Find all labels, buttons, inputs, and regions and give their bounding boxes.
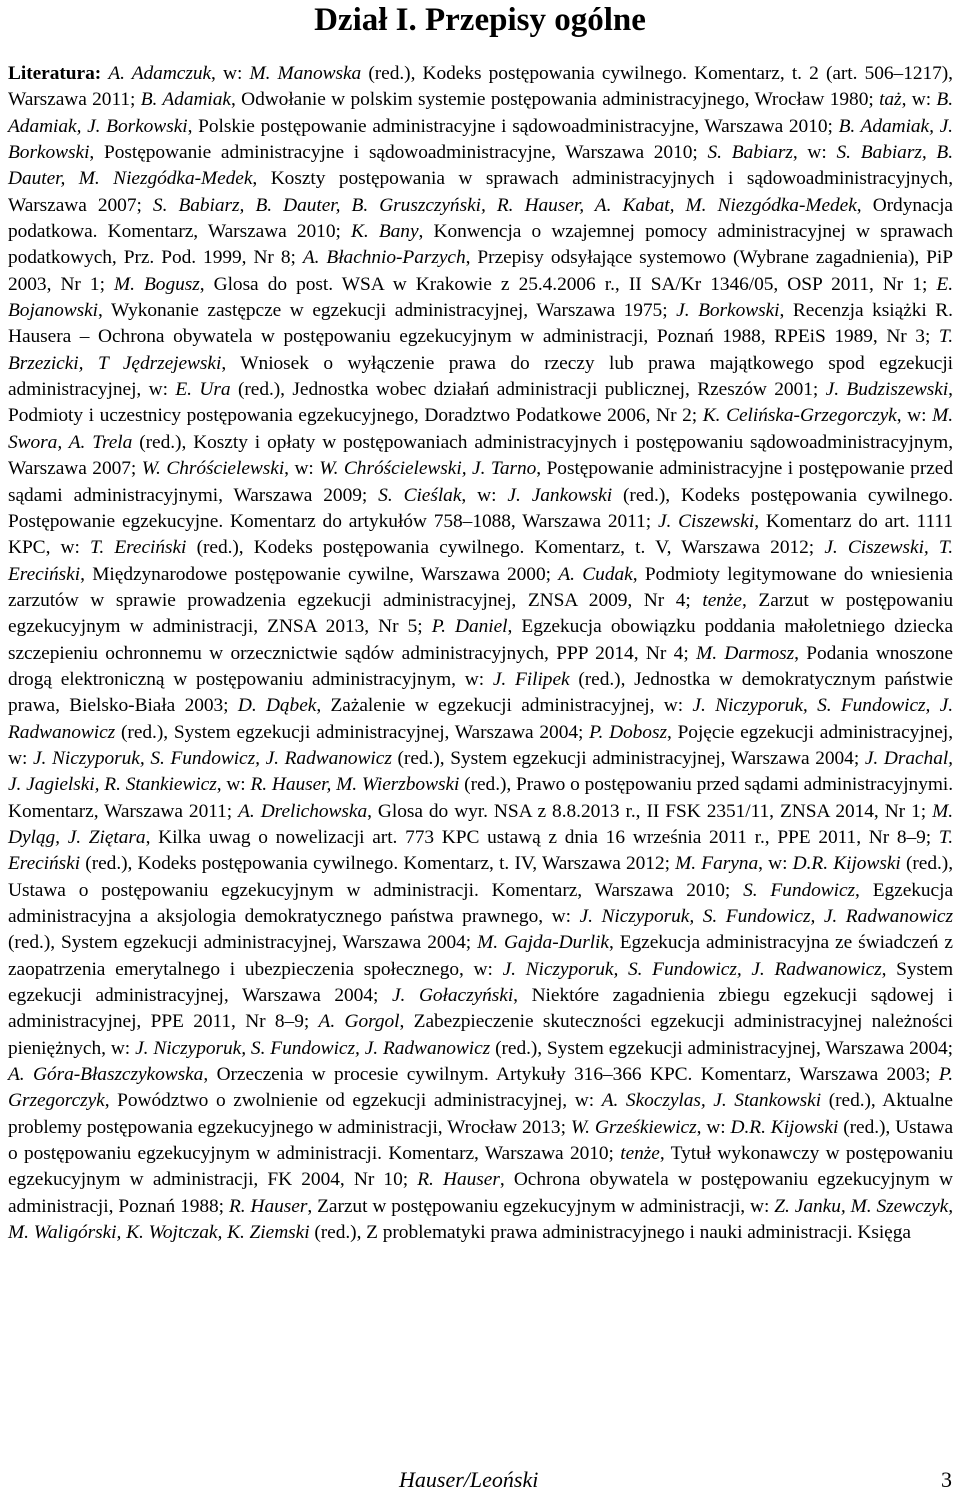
citation-text: , Podmioty legitymowane do wniesienia zarzutów w sprawie prowadzenia egzekucji administracyjnej, ZNSA 2009, Nr 4; — [8, 563, 953, 611]
citation-author: J. Budziszewski — [825, 379, 949, 401]
citation-author: J. Ciszewski — [657, 510, 755, 532]
citation-author: Z. Janku, M. Szewczyk, M. Waligórski, K. Wojtczak, K. Ziemski — [8, 1195, 954, 1244]
citation-text: , Glosa do wyr. NSA z 8.8.2013 r., II FSK 2351/11, ZNSA 2014, Nr 1; — [367, 800, 933, 822]
citation-author: J. Niczyporuk, S. Fundowicz, J. Radwanowicz — [135, 1037, 491, 1059]
citation-author: J. Gołaczyński — [391, 985, 514, 1007]
citation-text: (red.), Ustawa o postępowaniu egzekucyjnym w administracji. Komentarz, Warszawa 2010; — [8, 1116, 954, 1165]
citation-author: A. Góra-Błaszczykowska — [8, 1064, 204, 1086]
citation-text: , Egzekucja administracyjna a aksjologia demokratycznego państwa prawnego, w: — [8, 879, 954, 927]
citation-text: , Glosa do post. WSA w Krakowie z 25.4.2006 r., II SA/Kr 1346/05, OSP 2011, Nr 1; — [199, 273, 937, 295]
citation-author: D.R. Kijowski — [730, 1116, 839, 1138]
citation-author: M. Darmosz — [696, 642, 795, 664]
citation-author: R. Hauser — [228, 1195, 308, 1217]
citation-text: , Postępowanie administracyjne i sądowoadministracyjne, Warszawa 2010; — [89, 142, 708, 164]
citation-text: , Tytuł wykonawczy w postępowaniu egzekucyjnym w administracji, FK 2004, Nr 10; — [8, 1143, 953, 1191]
citation-text: (red.), Koszty i opłaty w postępowaniach administracyjnych i postępowaniu sądowoadministracyjnym, Warszawa 2007; — [8, 431, 953, 480]
citation-author: J. Niczyporuk, S. Fundowicz, J. Radwanowicz — [32, 747, 392, 769]
citation-author: A. Adamczuk — [108, 63, 212, 84]
citation-text: (red.), Kodeks postępowania cywilnego. Komentarz, t. V, Warszawa 2012; — [186, 537, 825, 559]
citation-text: (red.), System egzekucji administracyjnej, Warszawa 2004; — [490, 1037, 953, 1059]
citation-author: J. Niczyporuk, S. Fundowicz, J. Radwanowicz — [579, 906, 953, 927]
citation-text: , Przepisy odsyłające systemowo (Wybrane zagadnienia), PiP 2003, Nr 1; — [8, 247, 953, 295]
citation-text: , Odwołanie w polskim systemie postępowania administracyjnego, Wrocław 1980; — [230, 89, 880, 111]
citation-text: , Wniosek o wyłączenie prawa do rzeczy lub prawa majątkowego spod egzekucji administracyjnej, w: — [8, 352, 953, 401]
literature-label: Literatura: — [8, 63, 102, 84]
citation-author: B. Adamiak, J. Borkowski — [8, 115, 953, 164]
citation-author: M. Bogusz — [114, 273, 200, 295]
citation-author: J. Jankowski — [507, 484, 613, 506]
citation-text: (red.), Jednostka w demokratycznym państwie prawa, Bielsko-Biała 2003; — [8, 668, 953, 717]
citation-author: E. Ura — [175, 379, 231, 401]
citation-text: (red.), Ustawa o postępowaniu egzekucyjnym w administracji. Komentarz, Warszawa 2010; — [8, 853, 953, 901]
citation-text: , Zażalenie w egzekucji administracyjnej, w: — [316, 695, 693, 717]
citation-text: , w: — [211, 63, 250, 84]
citation-text: , Zabezpieczenie skuteczności egzekucji administracyjnej należności pieniężnych, w: — [8, 1011, 953, 1059]
citation-author: J. Niczyporuk, S. Fundowicz, J. Radwanowicz — [502, 958, 882, 980]
citation-text: (red.), Kodeks postępowania cywilnego. Komentarz, t. 2 (art. 506–1217), Warszawa 2011; — [8, 63, 953, 111]
citation-author: J. Borkowski — [676, 300, 780, 322]
citation-author: K. Bany — [351, 221, 419, 243]
footer-author: Hauser/Leoński — [399, 1467, 539, 1492]
citation-text: , Postępowanie administracyjne i postępowanie przed sądami administracyjnymi, Warszawa 2009; — [8, 458, 953, 506]
citation-author: T. Brzezicki, T Jędrzejewski — [8, 326, 953, 374]
citation-text: , w: — [216, 774, 251, 796]
citation-author: A. Cudak — [558, 563, 633, 585]
citation-text: (red.), Kodeks postępowania cywilnego. Komentarz, t. IV, Warszawa 2012; — [80, 853, 676, 875]
citation-author: P. Grzegorczyk — [8, 1064, 953, 1112]
citation-author: R. Hauser — [417, 1169, 500, 1191]
citation-author: taż — [879, 89, 902, 111]
citation-text: (red.), Jednostka wobec działań administracji publicznej, Rzeszów 2001; — [230, 379, 826, 401]
citation-author: S. Babiarz, B. Dauter, B. Gruszczyński, R. Hauser, A. Kabat, M. Niezgódka-Medek — [152, 194, 857, 216]
citation-author: M. Swora, A. Trela — [8, 405, 953, 453]
citation-text: , Ordynacja podatkowa. Komentarz, Warszawa 2010; — [8, 194, 953, 243]
citation-author: P. Dobosz — [589, 721, 667, 743]
citation-text: , Wykonanie zastępcze w egzekucji administracyjnej, Warszawa 1975; — [98, 300, 677, 322]
citation-author: A. Gorgol — [318, 1011, 400, 1033]
citation-text: , w: — [758, 853, 793, 875]
citation-text: (red.), System egzekucji administracyjnej, Warszawa 2004; — [391, 747, 865, 769]
citation-text: , w: — [461, 484, 508, 506]
citation-author: K. Celińska-Grzegorczyk — [702, 405, 897, 427]
citation-author: T. Ereciński — [8, 826, 953, 875]
citation-author: A. Drelichowska — [238, 800, 368, 822]
literature-body — [8, 63, 953, 1243]
citation-text: , Niektóre zagadnienia zbiegu egzekucji sądowej i administracyjnej, PPE 2011, Nr 8–9; — [8, 985, 953, 1033]
citation-author: J. Niczyporuk, S. Fundowicz, J. Radwanowicz — [8, 695, 954, 743]
citation-text: , w: — [696, 1116, 731, 1138]
citation-text: , Polskie postępowanie administracyjne i sądowoadministracyjne, Warszawa 2010; — [187, 115, 839, 137]
citation-text: , Konwencja o wzajemnej pomocy administracyjnej w sprawach podatkowych, Prz. Pod. 1999, Nr 8; — [8, 221, 953, 269]
citation-author: J. Drachal, J. Jagielski, R. Stankiewicz — [8, 747, 953, 796]
citation-text: , Orzeczenia w procesie cywilnym. Artykuły 316–366 KPC. Komentarz, Warszawa 2003; — [203, 1064, 939, 1086]
citation-author: S. Cieślak — [378, 484, 462, 506]
citation-text: , Zarzut w postępowaniu egzekucyjnym w administracji, ZNSA 2013, Nr 5; — [8, 589, 953, 638]
citation-text: , w: — [792, 142, 837, 164]
citation-text: , Ochrona obywatela w postępowaniu egzekucyjnym w administracji, Poznań 1988; — [8, 1169, 953, 1217]
citation-text: (red.), Z problematyki prawa administracyjnego i nauki administracji. Księga — [309, 1222, 911, 1244]
citation-text: , Pojęcie egzekucji administracyjnej, w: — [8, 721, 953, 769]
citation-author: S. Babiarz, B. Dauter, M. Niezgódka-Medek — [8, 142, 953, 190]
citation-author: M. Dyląg, J. Ziętara — [8, 800, 953, 848]
citation-text: , Zarzut w postępowaniu egzekucyjnym w administracji, w: — [307, 1195, 775, 1217]
citation-text: , w: — [896, 405, 933, 427]
citation-author: M. Gajda-Durlik — [477, 932, 609, 954]
citation-author: tenże — [620, 1143, 660, 1165]
citation-text: (red.), System egzekucji administracyjnej, Warszawa 2004; — [115, 721, 590, 743]
citation-text: , Recenzja książki R. Hausera – Ochrona obywatela w postępowaniu egzekucyjnym w administracji, Poznań 1988, RPEiS 1989, Nr 3; — [8, 300, 953, 348]
citation-author: J. Ciszewski, T. Ereciński — [8, 537, 953, 585]
citation-author: E. Bojanowski — [8, 273, 953, 322]
citation-text: , w: — [284, 458, 320, 480]
citation-author: tenże — [702, 589, 742, 611]
citation-text: , Międzynarodowe postępowanie cywilne, Warszawa 2000; — [80, 563, 559, 585]
citation-author: P. Daniel — [431, 616, 508, 638]
citation-author: J. Filipek — [492, 668, 570, 690]
citation-author: R. Hauser, M. Wierzbowski — [250, 774, 460, 796]
citation-text: , Koszty postępowania w sprawach administracyjnych i sądowoadministracyjnych, Warszawa 2007; — [8, 168, 953, 216]
citation-text: (red.), Kodeks postępowania cywilnego. Postępowanie egzekucyjne. Komentarz do artykułów 758–1088, Warszawa 2011; — [8, 484, 953, 532]
citation-author: B. Adamiak, J. Borkowski — [8, 89, 954, 137]
citation-author: S. Babiarz — [707, 142, 793, 164]
citation-author: A. Skoczylas, J. Stankowski — [601, 1090, 822, 1112]
citation-author: D.R. Kijowski — [792, 853, 901, 875]
citation-text: , System egzekucji administracyjnej, Warszawa 2004; — [8, 958, 953, 1007]
citation-author: D. Dąbek — [237, 695, 317, 717]
page-title: Dział I. Przepisy ogólne — [314, 2, 646, 38]
citation-text: , Podania wnoszone drogą elektroniczną w postępowaniu administracyjnym, w: — [8, 642, 953, 690]
citation-text: , Egzekucja obowiązku poddania małoletniego dziecka szczepieniu ochronnemu w orzecznictwie sądów administracyjnych, PPP 2014, Nr 4; — [8, 616, 953, 664]
literature-paragraph — [8, 61, 953, 1246]
citation-author: S. Fundowicz — [743, 879, 856, 901]
citation-text: , w: — [901, 89, 937, 111]
citation-author: W. Chróścielewski — [141, 458, 285, 480]
page-number: 3 — [941, 1467, 952, 1492]
citation-text: (red.), Aktualne problemy postępowania egzekucyjnego w administracji, Wrocław 2013; — [8, 1090, 953, 1138]
citation-text: (red.), System egzekucji administracyjnej, Warszawa 2004; — [8, 932, 478, 954]
citation-text: , Komentarz do art. 1111 KPC, w: — [8, 510, 953, 559]
citation-text: , Kilka uwag o nowelizacji art. 773 KPC ustawą z dnia 16 września 2011 r., PPE 2011, Nr 8–9; — [145, 826, 939, 848]
citation-text: , Egzekucja administracyjna ze świadczeń z zaopatrzenia emerytalnego i ubezpieczenia społecznego, w: — [8, 932, 953, 980]
citation-author: A. Błachnio-Parzych — [302, 247, 466, 269]
citation-text: , Podmioty i uczestnicy postępowania egzekucyjnego, Doradztwo Podatkowe 2006, Nr 2; — [8, 379, 953, 427]
citation-text: , Powództwo o zwolnienie od egzekucji administracyjnej, w: — [104, 1090, 602, 1112]
citation-author: M. Faryna — [675, 853, 759, 875]
citation-author: W. Grześkiewicz — [570, 1116, 697, 1138]
citation-author: T. Ereciński — [90, 537, 187, 559]
citation-author: M. Manowska — [249, 63, 362, 84]
citation-author: W. Chróścielewski, J. Tarno — [319, 458, 537, 480]
citation-text: (red.), Prawo o postępowaniu przed sądami administracyjnymi. Komentarz, Warszawa 2011; — [8, 774, 954, 822]
citation-author: B. Adamiak — [140, 89, 231, 111]
